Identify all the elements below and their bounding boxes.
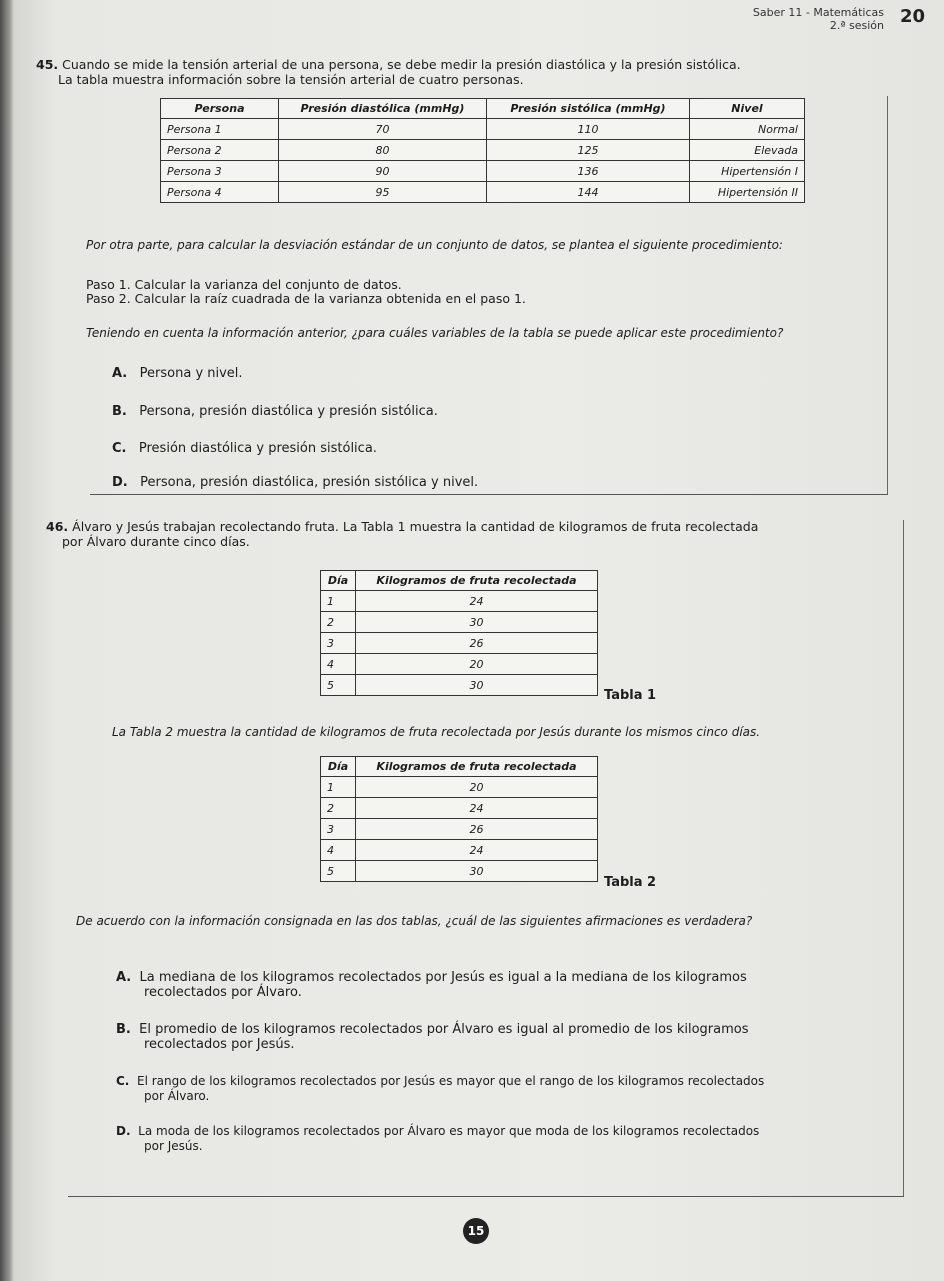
- q45-step1: Paso 1. Calcular la varianza del conjunto de datos.: [86, 277, 402, 292]
- header-logo: 20: [900, 6, 926, 27]
- table-cell: Persona 1: [161, 119, 279, 140]
- option-letter: A.: [116, 970, 132, 985]
- option-text: El rango de los kilogramos recolectados por Jesús es mayor que el rango de los kilogramos recolectados: [137, 1074, 765, 1088]
- table-cell: 110: [487, 119, 690, 140]
- table-row: [321, 819, 598, 840]
- q46-option-b[interactable]: [116, 1022, 906, 1052]
- table-row: [161, 182, 805, 203]
- table-cell: 2: [321, 798, 356, 819]
- table-cell: 5: [321, 861, 356, 882]
- column-header: Nivel: [690, 99, 805, 119]
- table-row: [161, 119, 805, 140]
- option-letter: B.: [116, 1022, 131, 1037]
- option-text: Persona, presión diastólica y presión sistólica.: [139, 404, 438, 419]
- table-cell: Persona 3: [161, 161, 279, 182]
- table-cell: 70: [279, 119, 487, 140]
- table-cell: 144: [487, 182, 690, 203]
- table-row: [321, 612, 598, 633]
- table-header-row: [321, 757, 598, 777]
- q46-question: De acuerdo con la información consignada en las dos tablas, ¿cuál de las siguientes afirmaciones es verdadera?: [76, 914, 753, 928]
- section-border: [887, 96, 888, 494]
- table-row: [321, 861, 598, 882]
- table-cell: Elevada: [690, 140, 805, 161]
- q45-option-b[interactable]: [112, 404, 438, 419]
- option-text: Presión diastólica y presión sistólica.: [138, 441, 377, 456]
- q45-intro-line1: Cuando se mide la tensión arterial de una persona, se debe medir la presión diastólica y la presión sistólica.: [62, 57, 741, 72]
- q46-number: 46.: [46, 519, 69, 534]
- table-row: [321, 654, 598, 675]
- table-cell: 80: [279, 140, 487, 161]
- q45-option-d[interactable]: [112, 475, 478, 490]
- table-cell: 1: [321, 777, 356, 798]
- table-cell: 3: [321, 633, 356, 654]
- table-header-row: [321, 571, 598, 591]
- blood-pressure-table: [160, 98, 805, 203]
- q46-intro: [46, 520, 906, 534]
- option-text: La mediana de los kilogramos recolectados por Jesús es igual a la mediana de los kilogramos: [139, 970, 747, 985]
- option-text: Persona, presión diastólica, presión sistólica y nivel.: [140, 475, 479, 490]
- q45-question: Teniendo en cuenta la información anterior, ¿para cuáles variables de la tabla se puede aplicar este procedimiento?: [86, 326, 784, 340]
- option-letter: B.: [112, 404, 127, 419]
- table-cell: 5: [321, 675, 356, 696]
- header-subject: Saber 11 - Matemáticas: [752, 6, 884, 19]
- table-cell: 24: [356, 591, 598, 612]
- column-header: Día: [321, 571, 356, 591]
- table-cell: 90: [279, 161, 487, 182]
- table-cell: 30: [356, 861, 598, 882]
- table-header-row: [161, 99, 805, 119]
- table-cell: Hipertensión II: [690, 182, 805, 203]
- page-header: [753, 6, 884, 32]
- table-cell: 24: [356, 840, 598, 861]
- column-header: Presión diastólica (mmHg): [279, 99, 487, 119]
- table-cell: Persona 2: [161, 140, 279, 161]
- table-row: [161, 161, 805, 182]
- section-divider: [90, 494, 888, 495]
- q46-table2-intro: La Tabla 2 muestra la cantidad de kilogramos de fruta recolectada por Jesús durante los mismos cinco días.: [112, 725, 761, 739]
- table1-caption: Tabla 1: [604, 688, 657, 703]
- table-row: [321, 777, 598, 798]
- page-edge-shadow: [0, 0, 14, 1281]
- option-text-cont: recolectados por Álvaro.: [144, 985, 302, 1000]
- table-cell: 30: [356, 675, 598, 696]
- q45-number: 45.: [36, 57, 59, 72]
- table-cell: Persona 4: [161, 182, 279, 203]
- table-cell: 26: [356, 819, 598, 840]
- option-letter: C.: [112, 441, 127, 456]
- option-letter: A.: [112, 366, 128, 381]
- column-header: Presión sistólica (mmHg): [487, 99, 690, 119]
- table-cell: Hipertensión I: [690, 161, 805, 182]
- option-text-cont: por Jesús.: [144, 1139, 203, 1153]
- table-cell: 4: [321, 840, 356, 861]
- table-row: [321, 798, 598, 819]
- table-cell: 30: [356, 612, 598, 633]
- column-header: Persona: [161, 99, 279, 119]
- option-text: El promedio de los kilogramos recolectados por Álvaro es igual al promedio de los kilogramos: [139, 1022, 749, 1037]
- table-cell: 136: [487, 161, 690, 182]
- page-number: 15: [463, 1218, 489, 1244]
- q46-option-a[interactable]: [116, 970, 906, 1000]
- table-cell: 20: [356, 777, 598, 798]
- option-text: La moda de los kilogramos recolectados por Álvaro es mayor que moda de los kilogramos recolectados: [138, 1124, 760, 1138]
- option-text-cont: recolectados por Jesús.: [144, 1037, 295, 1052]
- q45-option-a[interactable]: [112, 366, 243, 381]
- option-letter: C.: [116, 1074, 130, 1088]
- q46-intro-line2: por Álvaro durante cinco días.: [62, 534, 250, 549]
- q45-step2: Paso 2. Calcular la raíz cuadrada de la varianza obtenida en el paso 1.: [86, 291, 526, 306]
- table-row: [161, 140, 805, 161]
- section-divider: [68, 1196, 904, 1197]
- table-cell: 20: [356, 654, 598, 675]
- option-text-cont: por Álvaro.: [144, 1089, 210, 1103]
- section-border: [903, 520, 904, 1196]
- q45-intro-line2: La tabla muestra información sobre la tensión arterial de cuatro personas.: [58, 72, 524, 87]
- column-header: Día: [321, 757, 356, 777]
- column-header: Kilogramos de fruta recolectada: [356, 571, 598, 591]
- table-cell: 95: [279, 182, 487, 203]
- table-cell: 26: [356, 633, 598, 654]
- table-cell: 24: [356, 798, 598, 819]
- table-cell: 2: [321, 612, 356, 633]
- column-header: Kilogramos de fruta recolectada: [356, 757, 598, 777]
- table-row: [321, 840, 598, 861]
- table2-caption: Tabla 2: [604, 875, 657, 890]
- fruit-table-alvaro: [320, 570, 598, 696]
- option-text: Persona y nivel.: [139, 366, 243, 381]
- table-cell: 125: [487, 140, 690, 161]
- table-row: [321, 633, 598, 654]
- q45-procedure-intro: Por otra parte, para calcular la desviación estándar de un conjunto de datos, se plantea el siguiente procedimiento:: [86, 238, 783, 252]
- q46-option-c[interactable]: [116, 1074, 906, 1104]
- q45-intro: [36, 58, 896, 72]
- q46-intro-line1: Álvaro y Jesús trabajan recolectando fruta. La Tabla 1 muestra la cantidad de kilogramos de fruta recolectada: [72, 519, 759, 534]
- option-letter: D.: [112, 475, 128, 490]
- table-cell: 1: [321, 591, 356, 612]
- table-cell: 3: [321, 819, 356, 840]
- q45-option-c[interactable]: [112, 441, 377, 456]
- header-session: 2.ª sesión: [829, 19, 884, 32]
- table-cell: Normal: [690, 119, 805, 140]
- option-letter: D.: [116, 1124, 131, 1138]
- table-row: [321, 591, 598, 612]
- fruit-table-jesus: [320, 756, 598, 882]
- q46-option-d[interactable]: [116, 1124, 906, 1154]
- table-cell: 4: [321, 654, 356, 675]
- table-row: [321, 675, 598, 696]
